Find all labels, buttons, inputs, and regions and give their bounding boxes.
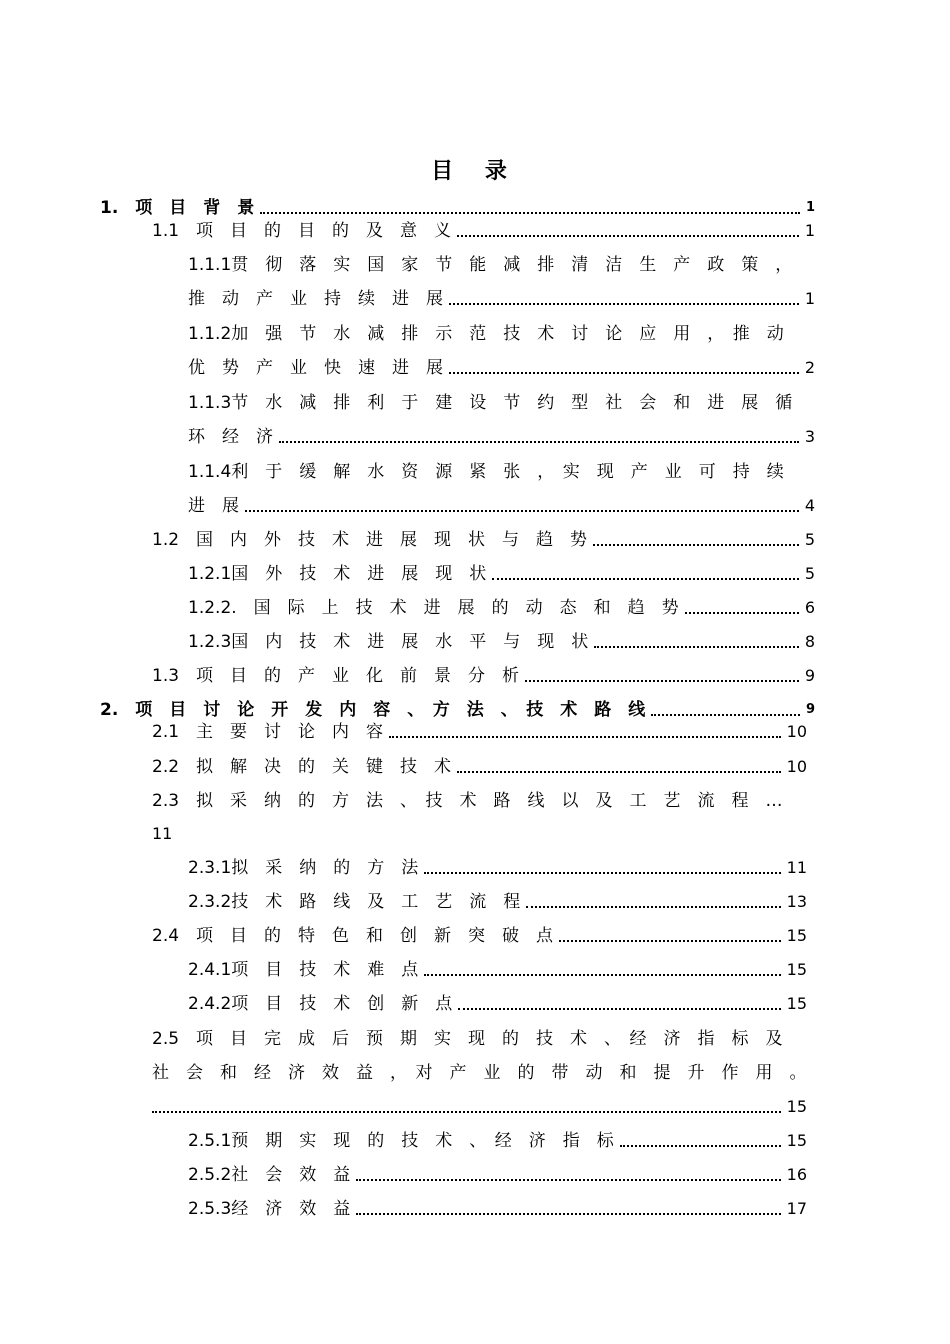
toc-entry-text: 2.5.2社 会 效 益: [188, 1165, 351, 1185]
toc-entry-page: 16: [786, 1165, 807, 1184]
toc-entry-1-2-1[interactable]: [188, 560, 815, 588]
toc-leader-dots: [260, 212, 800, 214]
toc-entry-text: 2.3.2技 术 路 线 及 工 艺 流 程: [188, 892, 521, 912]
toc-leader-dots: [685, 612, 799, 614]
toc-leader-dots: [449, 303, 799, 305]
toc-entry-text: 2.4.2项 目 技 术 创 新 点: [188, 994, 453, 1014]
toc-entry-1-1-1-line2[interactable]: [188, 285, 815, 313]
toc-entry-2-5-3[interactable]: [188, 1195, 807, 1223]
toc-entry-text: 社 会 和 经 济 效 益 ， 对 产 业 的 带 动 和 提 升 作 用 。: [152, 1063, 807, 1083]
toc-entry-text: 2.4 项 目 的 特 色 和 创 新 突 破 点: [152, 926, 554, 946]
toc-entry-page: 6: [804, 598, 815, 617]
toc-entry-2-3-line1[interactable]: [152, 787, 815, 815]
toc-leader-dots: [594, 646, 799, 648]
toc-leader-dots: [525, 680, 799, 682]
toc-entry-page: 8: [804, 632, 815, 651]
toc-entry-page: 15: [786, 926, 807, 945]
toc-entry-text: 2.4.1项 目 技 术 难 点: [188, 960, 419, 980]
toc-entry-page: 9: [805, 702, 815, 717]
toc-entry-text: 2.5.1预 期 实 现 的 技 术 、 经 济 指 标: [188, 1131, 614, 1151]
toc-entry-2-5-line1[interactable]: [152, 1025, 815, 1053]
toc-entry-page: 13: [786, 892, 807, 911]
toc-entry-text: 1.1.1贯 彻 落 实 国 家 节 能 减 排 清 洁 生 产 政 策 ，: [188, 255, 793, 275]
toc-entry-page: 1: [805, 200, 815, 215]
toc-entry-2-3-2[interactable]: [188, 888, 807, 916]
toc-entry-page: 9: [804, 666, 815, 685]
toc-entry-2-4-1[interactable]: [188, 956, 807, 984]
toc-entry-page: 5: [804, 564, 815, 583]
toc-entry-1-1-4-line1[interactable]: [188, 458, 815, 486]
toc-entry-page: 15: [786, 1097, 807, 1116]
toc-entry-1-3[interactable]: [152, 662, 815, 690]
toc-leader-dots: [449, 372, 799, 374]
toc-entry-text: 2.3 拟 采 纳 的 方 法 、 技 术 路 线 以 及 工 艺 流 程 …: [152, 791, 783, 811]
toc-leader-dots: [457, 771, 781, 773]
toc-entry-text: 1.2.2. 国 际 上 技 术 进 展 的 动 态 和 趋 势: [188, 598, 679, 618]
toc-entry-page: 15: [786, 994, 807, 1013]
toc-entry-2-2[interactable]: [152, 753, 807, 781]
toc-entry-text: 1.1.2加 强 节 水 减 排 示 范 技 术 讨 论 应 用 ， 推 动: [188, 324, 784, 344]
toc-entry-1-2[interactable]: [152, 526, 815, 554]
toc-entry-1-2-3[interactable]: [188, 628, 815, 656]
toc-entry-1-1-3-line1[interactable]: [188, 389, 815, 417]
toc-entry-2-1[interactable]: [152, 718, 807, 746]
toc-entry-text: 进 展: [188, 496, 239, 516]
toc-entry-1-1-2-line1[interactable]: [188, 320, 815, 348]
toc-entry-2-5-1[interactable]: [188, 1127, 807, 1155]
toc-leader-dots: [559, 940, 781, 942]
toc-leader-dots: [620, 1145, 781, 1147]
toc-leader-dots: [458, 1008, 780, 1010]
toc-entry-text: 2.5.3经 济 效 益: [188, 1199, 351, 1219]
toc-entry-2-5-line3[interactable]: [152, 1093, 807, 1121]
toc-entry-2-5-2[interactable]: [188, 1161, 807, 1189]
toc-entry-text: 1.2 国 内 外 技 术 进 展 现 状 与 趋 势: [152, 530, 588, 550]
toc-entry-page: 10: [786, 757, 807, 776]
toc-entry-2-5-line2[interactable]: [152, 1059, 842, 1087]
toc-entry-text: 1.2.1国 外 技 术 进 展 现 状: [188, 564, 487, 584]
toc-entry-page: 5: [804, 530, 815, 549]
toc-entry-page: 10: [786, 722, 807, 741]
toc-leader-dots: [389, 736, 781, 738]
toc-entry-page: 11: [152, 824, 173, 843]
toc-entry-text: 1.1.3节 水 减 排 利 于 建 设 节 约 型 社 会 和 进 展 循: [188, 393, 793, 413]
toc-entry-text: 1.2.3国 内 技 术 进 展 水 平 与 现 状: [188, 632, 589, 652]
toc-entry-page: 2: [804, 358, 815, 377]
toc-leader-dots: [424, 872, 780, 874]
toc-entry-1-1-4-line2[interactable]: [188, 492, 815, 520]
toc-entry-text: 2.1 主 要 讨 论 内 容: [152, 722, 384, 742]
toc-entry-text: 环 经 济: [188, 427, 273, 447]
toc-entry-text: 2.5 项 目 完 成 后 预 期 实 现 的 技 术 、 经 济 指 标 及: [152, 1029, 783, 1049]
toc-entry-text: 1.3 项 目 的 产 业 化 前 景 分 析: [152, 666, 520, 686]
toc-leader-dots: [245, 510, 799, 512]
toc-entry-2-4[interactable]: [152, 922, 807, 950]
toc-leader-dots: [279, 441, 799, 443]
toc-entry-2-3-1[interactable]: [188, 854, 807, 882]
toc-entry-text: 1. 项 目 背 景: [100, 198, 255, 218]
toc-entry-text: 2.2 拟 解 决 的 关 键 技 术: [152, 757, 452, 777]
toc-entry-1-1-1-line1[interactable]: [188, 251, 815, 279]
toc-leader-dots: [526, 906, 780, 908]
toc-entry-1-2-2[interactable]: [188, 594, 815, 622]
toc-entry-1-1-3-line2[interactable]: [188, 423, 815, 451]
toc-entry-1-1[interactable]: [152, 217, 815, 245]
toc-leader-dots: [492, 578, 799, 580]
toc-entry-page: 15: [786, 960, 807, 979]
toc-entry-page: 3: [804, 427, 815, 446]
toc-leader-dots: [356, 1213, 780, 1215]
toc-entry-text: 2. 项 目 讨 论 开 发 内 容 、 方 法 、 技 术 路 线: [100, 700, 646, 720]
toc-leader-dots: [424, 974, 780, 976]
toc-entry-text: 2.3.1拟 采 纳 的 方 法: [188, 858, 419, 878]
toc-entry-text: 1.1 项 目 的 目 的 及 意 义: [152, 221, 452, 241]
toc-entry-page: 1: [804, 221, 815, 240]
toc-entry-2-4-2[interactable]: [188, 990, 807, 1018]
toc-title: 目 录: [431, 159, 519, 184]
toc-leader-dots: [356, 1179, 780, 1181]
toc-entry-page: 15: [786, 1131, 807, 1150]
toc-entry-2-3-line2[interactable]: [152, 820, 212, 848]
toc-entry-text: 推 动 产 业 持 续 进 展: [188, 289, 443, 309]
toc-entry-text: 1.1.4利 于 缓 解 水 资 源 紧 张 ， 实 现 产 业 可 持 续: [188, 462, 784, 482]
toc-entry-page: 1: [804, 289, 815, 308]
toc-leader-dots: [152, 1111, 781, 1113]
toc-entry-page: 4: [804, 496, 815, 515]
toc-entry-page: 17: [786, 1199, 807, 1218]
toc-leader-dots: [651, 714, 800, 716]
toc-entry-1-1-2-line2[interactable]: [188, 354, 815, 382]
toc-entry-text: 优 势 产 业 快 速 进 展: [188, 358, 443, 378]
toc-entry-page: 11: [786, 858, 807, 877]
toc-leader-dots: [593, 544, 799, 546]
toc-leader-dots: [457, 235, 799, 237]
